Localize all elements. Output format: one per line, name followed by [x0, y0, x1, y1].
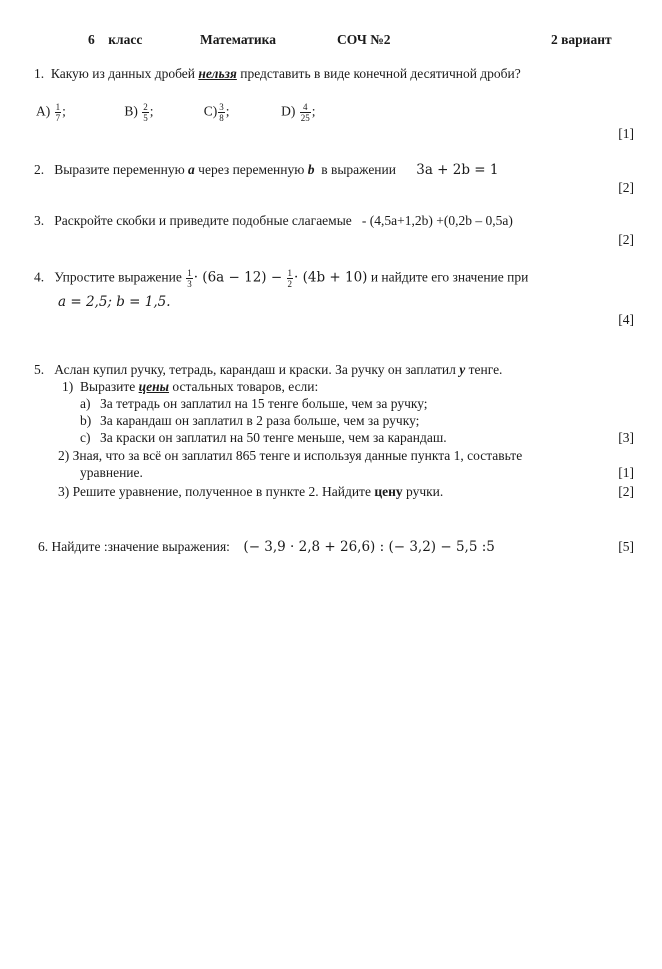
q4-number: 4. — [34, 269, 45, 285]
q2-text-b: через переменную — [198, 162, 305, 177]
question-1 — [34, 66, 521, 82]
q4-fraction-2-den: 2 — [287, 279, 293, 289]
item-a-text: За тетрадь он заплатил на 15 тенге больше, чем за ручку; — [100, 396, 428, 411]
option-a-letter: А) — [36, 103, 51, 119]
q2-score: [2] — [618, 180, 634, 195]
q5-sub-1-text-b: остальных товаров, если: — [172, 379, 319, 394]
option-c-numerator: 3 — [219, 102, 224, 112]
q5-sub-2-line-2: уравнение. — [80, 465, 143, 480]
option-d-sep: ; — [311, 103, 316, 119]
grade-label: класс — [108, 32, 143, 47]
q5-sub-1 — [62, 379, 318, 395]
q5-text-a: Аслан купил ручку, тетрадь, карандаш и краски. За ручку он заплатил — [54, 362, 456, 377]
q5-score-2: [1] — [618, 465, 634, 480]
question-4 — [34, 268, 528, 289]
q5-item-c — [80, 430, 447, 446]
option-b-sep: ; — [149, 103, 154, 119]
q5-sub-2-line-1: 2) Зная, что за всё он заплатил 865 тенге и используя данные пункта 1, составьте — [58, 448, 523, 463]
q6-text: Найдите :значение выражения: — [51, 539, 230, 554]
q1-emphasis: нельзя — [198, 66, 237, 81]
q5-score-1: [3] — [618, 430, 634, 445]
item-b-label: b) — [80, 413, 92, 428]
q2-var-a: a — [188, 162, 195, 177]
q5-sub-1-label: 1) — [62, 379, 74, 394]
option-d-numerator: 4 — [300, 102, 311, 113]
option-c-letter: С) — [203, 103, 218, 119]
q6-expression: (− 3,9 · 2,8 + 26,6) : (− 3,2) − 5,5 :5 — [243, 539, 495, 555]
q1-number: 1. — [34, 66, 45, 81]
option-a-numerator: 1 — [55, 102, 61, 112]
option-d-denominator: 25 — [300, 113, 310, 123]
header-subject: Математика — [200, 32, 277, 47]
header-grade — [88, 32, 142, 48]
q1-option-c — [204, 102, 278, 123]
q4-fraction-1 — [186, 268, 193, 289]
question-6 — [38, 539, 495, 555]
q1-text-b: представить в виде конечной десятичной дроби? — [240, 66, 521, 81]
q5-item-a — [80, 396, 428, 412]
q4-fraction-2-num: 1 — [287, 268, 293, 278]
q1-options — [36, 102, 316, 123]
option-b-fraction — [142, 102, 149, 123]
q1-option-d — [281, 102, 315, 123]
option-a-fraction — [55, 102, 62, 123]
option-b-denominator: 5 — [143, 113, 148, 123]
item-c-label: c) — [80, 430, 91, 445]
q6-number: 6. — [38, 539, 49, 554]
q5-sub-3-text-b: ручки. — [406, 484, 444, 499]
question-2 — [34, 162, 499, 178]
option-c-fraction — [218, 102, 225, 123]
q4-fraction-1-num: 1 — [187, 268, 192, 278]
q5-sub-1-emphasis: цены — [138, 379, 170, 394]
option-d-fraction — [300, 102, 311, 123]
item-b-text: За карандаш он заплатил в 2 раза больше, чем за ручку; — [100, 413, 420, 428]
q4-part-2: · (4b + 10) — [294, 269, 368, 286]
q5-sub-3-text-a: 3) Решите уравнение, полученное в пункте 2. Найдите — [58, 484, 371, 499]
q2-text-a: Выразите переменную — [54, 162, 185, 177]
q5-sub-3 — [58, 484, 443, 500]
option-c-denominator: 8 — [219, 113, 224, 123]
option-c-sep: ; — [225, 103, 230, 119]
q5-number: 5. — [34, 362, 45, 377]
q4-fraction-1-den: 3 — [187, 279, 192, 289]
q2-expression: 3a + 2b = 1 — [416, 162, 499, 178]
header-exam: СОЧ №2 — [337, 32, 391, 47]
option-a-denominator: 7 — [55, 113, 61, 123]
q5-score-3: [2] — [618, 484, 634, 499]
q4-fraction-2 — [287, 268, 294, 289]
question-3 — [34, 213, 513, 229]
q1-option-b — [124, 102, 200, 123]
q5-item-b — [80, 413, 419, 429]
option-b-letter: В) — [124, 103, 138, 119]
q3-expression: - (4,5a+1,2b) +(0,2b – 0,5a) — [361, 213, 513, 228]
q2-number: 2. — [34, 162, 45, 177]
option-d-letter: D) — [281, 103, 296, 119]
q4-line-2: a = 2,5; b = 1,5. — [58, 294, 171, 310]
item-a-label: а) — [80, 396, 91, 411]
q3-number: 3. — [34, 213, 45, 228]
q4-part-1: · (6a − 12) − — [193, 269, 283, 286]
q4-text-b: и найдите его значение при — [370, 269, 529, 285]
q6-score: [5] — [618, 539, 634, 554]
q5-sub-3-emphasis: цену — [374, 484, 403, 499]
q2-var-b: b — [307, 162, 315, 177]
option-a-sep: ; — [62, 103, 66, 119]
item-c-text: За краски он заплатил на 50 тенге меньше, чем за карандаш. — [100, 430, 447, 445]
q5-sub-1-text-a: Выразите — [80, 379, 136, 394]
q4-text-a: Упростите выражение — [54, 269, 182, 285]
option-b-numerator: 2 — [143, 102, 148, 112]
q4-score: [4] — [618, 312, 634, 327]
q1-text-a: Какую из данных дробей — [50, 66, 195, 81]
grade-number: 6 — [88, 32, 95, 47]
q2-text-c: в выражении — [321, 162, 396, 177]
q5-text-b: тенге. — [468, 362, 503, 377]
q1-score: [1] — [618, 126, 634, 141]
question-5 — [34, 362, 502, 378]
q3-text: Раскройте скобки и приведите подобные слагаемые — [54, 213, 352, 228]
header-variant: 2 вариант — [551, 32, 612, 47]
q1-option-a — [36, 102, 121, 123]
q3-score: [2] — [618, 232, 634, 247]
q5-var: у — [459, 362, 466, 377]
